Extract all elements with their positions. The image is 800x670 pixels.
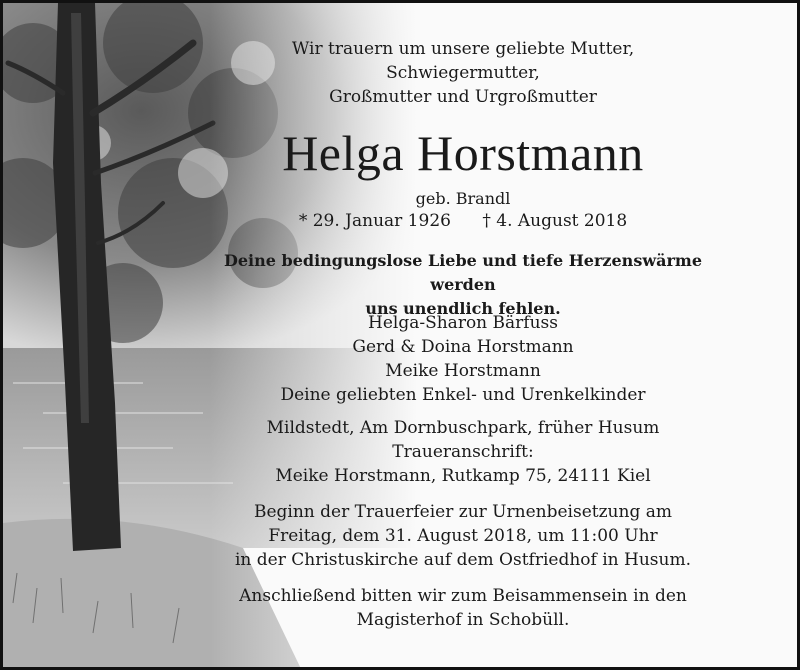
- ceremony-line: Beginn der Trauerfeier zur Urnenbeisetzung am: [253, 502, 672, 522]
- maiden-name: geb. Brandl: [415, 189, 511, 208]
- address-line: Mildstedt, Am Dornbuschpark, früher Husum: [266, 418, 660, 438]
- death-date: † 4. August 2018: [482, 211, 628, 231]
- intro-line: Schwiegermutter,: [386, 63, 540, 83]
- intro-text: [193, 37, 733, 109]
- notice-text: [193, 3, 733, 670]
- deceased-name: Helga Horstmann: [282, 125, 644, 181]
- address-line: Meike Horstmann, Rutkamp 75, 24111 Kiel: [275, 466, 651, 486]
- ceremony-info: [193, 500, 733, 572]
- address-line: Traueranschrift:: [392, 442, 534, 462]
- intro-line: Großmutter und Urgroßmutter: [329, 87, 597, 107]
- ceremony-line: in der Christuskirche auf dem Ostfriedhof in Husum.: [235, 550, 691, 570]
- quote-line: uns unendlich fehlen.: [365, 299, 561, 318]
- mourner-name: Deine geliebten Enkel- und Urenkelkinder: [280, 385, 646, 405]
- mourners-list: [193, 311, 733, 407]
- intro-line: Wir trauern um unsere geliebte Mutter,: [291, 39, 635, 59]
- closing-line: Anschließend bitten wir zum Beisammensein in den: [239, 586, 687, 606]
- mourner-name: Meike Horstmann: [385, 361, 541, 381]
- life-dates: [193, 209, 733, 233]
- ceremony-line: Freitag, dem 31. August 2018, um 11:00 Uhr: [268, 526, 658, 546]
- birth-date: * 29. Januar 1926: [298, 211, 451, 231]
- mourner-name: Helga-Sharon Bärfuss: [368, 313, 558, 333]
- closing-line: Magisterhof in Schobüll.: [356, 610, 570, 630]
- quote-line: Deine bedingungslose Liebe und tiefe Herzenswärme werden: [224, 251, 702, 294]
- closing-note: [193, 584, 733, 632]
- mourning-address: [193, 416, 733, 488]
- mourner-name: Gerd & Doina Horstmann: [352, 337, 574, 357]
